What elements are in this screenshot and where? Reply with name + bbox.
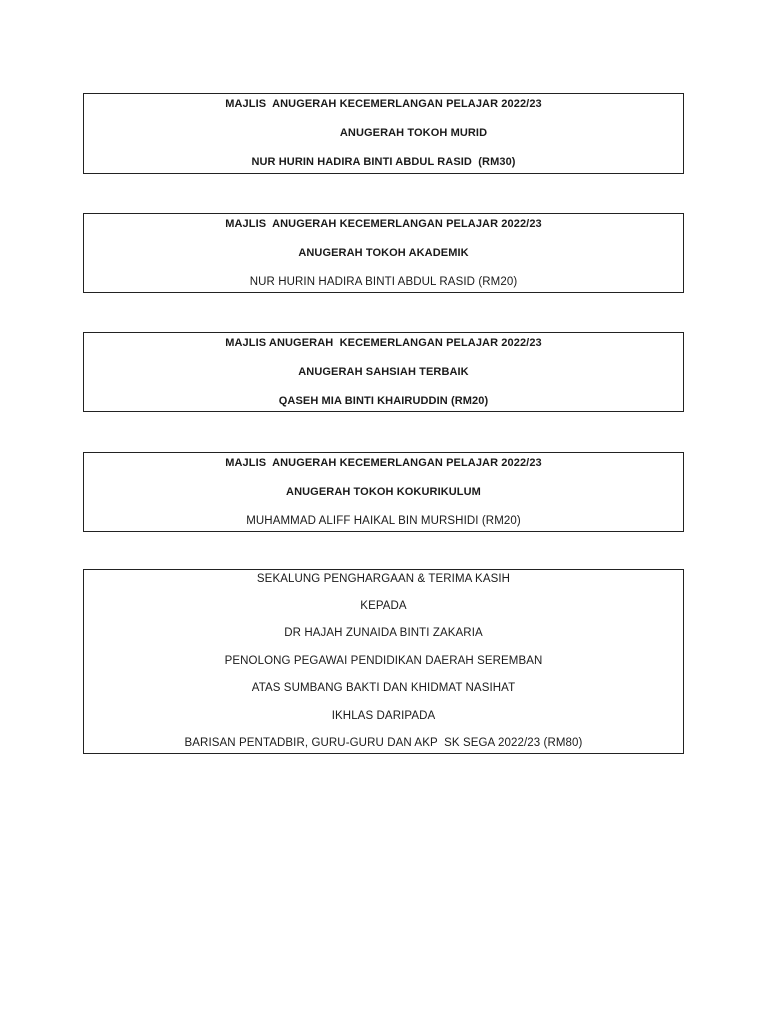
card-title: MAJLIS ANUGERAH KECEMERLANGAN PELAJAR 2022/23 [225,218,542,230]
award-card-sahsiah-terbaik [83,332,684,412]
award-name: ANUGERAH TOKOH AKADEMIK [298,247,469,259]
award-card-tokoh-murid [83,93,684,174]
appreciation-line-4: PENOLONG PEGAWAI PENDIDIKAN DAERAH SEREMBAN [224,655,543,667]
card-title: MAJLIS ANUGERAH KECEMERLANGAN PELAJAR 2022/23 [225,337,542,349]
award-name: ANUGERAH TOKOH MURID [339,127,488,139]
appreciation-line-1: SEKALUNG PENGHARGAAN & TERIMA KASIH [256,573,511,585]
appreciation-line-5: ATAS SUMBANG BAKTI DAN KHIDMAT NASIHAT [251,682,516,694]
award-name: ANUGERAH TOKOH KOKURIKULUM [286,486,481,498]
award-card-tokoh-kokurikulum [83,452,684,532]
appreciation-line-3: DR HAJAH ZUNAIDA BINTI ZAKARIA [284,627,483,639]
recipient-name: QASEH MIA BINTI KHAIRUDDIN (RM20) [278,395,489,407]
appreciation-line-2: KEPADA [360,600,407,612]
appreciation-line-7: BARISAN PENTADBIR, GURU-GURU DAN AKP SK SEGA 2022/23 (RM80) [184,737,583,749]
appreciation-card [83,569,684,754]
card-title: MAJLIS ANUGERAH KECEMERLANGAN PELAJAR 2022/23 [225,457,542,469]
recipient-name: NUR HURIN HADIRA BINTI ABDUL RASID (RM30) [251,156,516,168]
recipient-name: MUHAMMAD ALIFF HAIKAL BIN MURSHIDI (RM20) [246,515,521,527]
recipient-name: NUR HURIN HADIRA BINTI ABDUL RASID (RM20) [249,276,518,288]
appreciation-line-6: IKHLAS DARIPADA [331,710,436,722]
card-title: MAJLIS ANUGERAH KECEMERLANGAN PELAJAR 2022/23 [225,98,542,110]
award-name: ANUGERAH SAHSIAH TERBAIK [298,366,469,378]
award-card-tokoh-akademik [83,213,684,293]
